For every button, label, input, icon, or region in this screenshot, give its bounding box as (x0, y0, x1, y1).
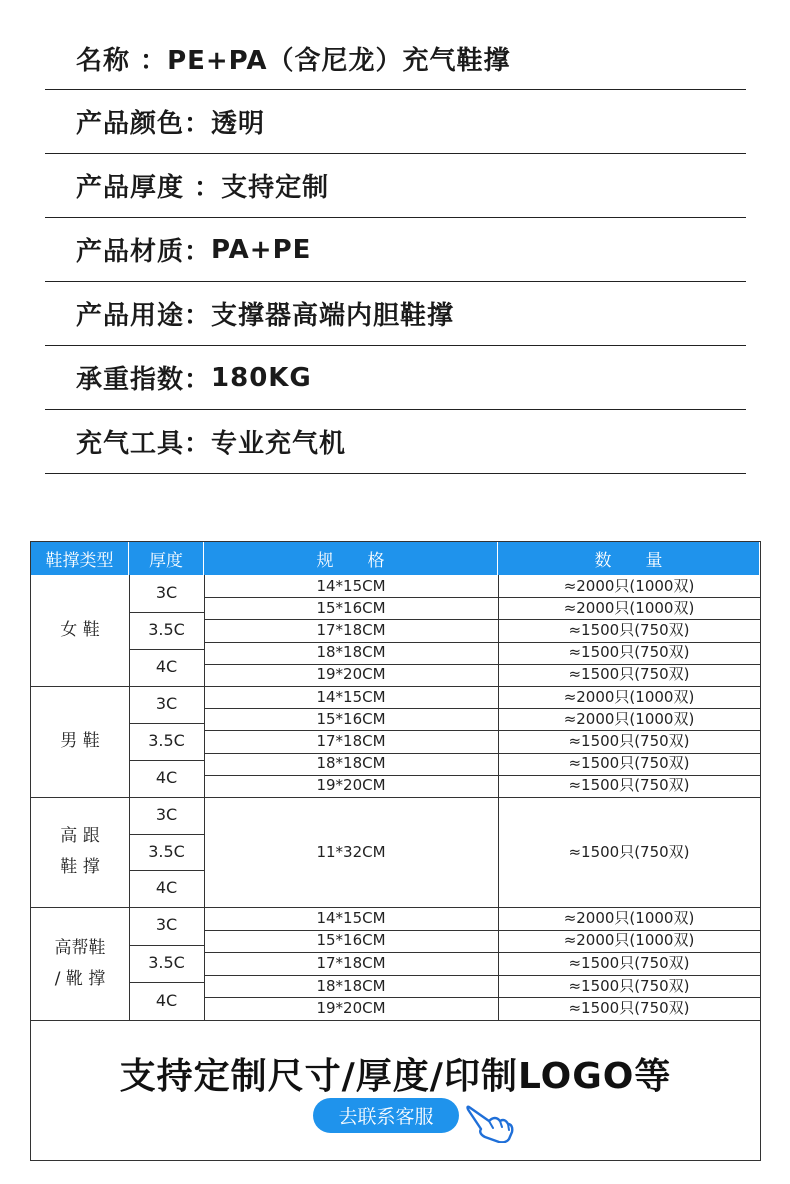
row-divider (204, 642, 760, 643)
quantity-cell: ≈1500只(750双) (568, 754, 690, 773)
quantity-cell: ≈1500只(750双) (568, 999, 690, 1018)
table-header-cell: 数 量 (498, 542, 760, 575)
size-cell: 19*20CM (316, 776, 386, 795)
quantity-cell: ≈2000只(1000双) (563, 931, 695, 950)
quantity-cell: ≈2000只(1000双) (563, 908, 695, 927)
size-cell: 18*18CM (316, 643, 386, 662)
size-cell: 17*18CM (316, 953, 386, 972)
spec-row (45, 218, 746, 282)
size-cell: 14*15CM (316, 908, 386, 927)
row-divider (204, 952, 760, 953)
table-header-cell: 规 格 (204, 542, 498, 575)
size-cell: 19*20CM (316, 665, 386, 684)
spec-value: 支持定制 (221, 173, 330, 203)
shoe-type-cell: 男 鞋 (60, 731, 100, 752)
quantity-cell: ≈2000只(1000双) (563, 576, 695, 595)
row-divider (204, 753, 760, 754)
thickness-cell: 3.5C (148, 620, 185, 640)
spec-value: PE+PA（含尼龙）充气鞋撑 (167, 46, 511, 76)
thickness-cell: 4C (155, 878, 178, 898)
size-cell: 18*18CM (316, 976, 386, 995)
size-cell: 18*18CM (316, 754, 386, 773)
thickness-cell: 3C (155, 694, 178, 714)
size-cell: 14*15CM (316, 687, 386, 706)
group-divider (31, 1020, 760, 1021)
row-divider (204, 664, 760, 665)
row-divider (129, 870, 204, 871)
row-divider (204, 997, 760, 998)
spec-value: 透明 (211, 109, 266, 139)
quantity-cell: ≈1500只(750双) (568, 665, 690, 684)
spec-list (45, 28, 746, 474)
quantity-cell: ≈1500只(750双) (568, 731, 690, 750)
thickness-cell: 3.5C (148, 841, 185, 861)
spec-label: 承重指数： (76, 365, 212, 395)
hand-pointer-icon (463, 1099, 515, 1143)
column-divider (498, 575, 499, 1020)
thickness-cell: 3C (155, 804, 178, 824)
spec-label: 充气工具： (76, 429, 212, 459)
row-divider (204, 619, 760, 620)
quantity-cell: ≈2000只(1000双) (563, 598, 695, 617)
spec-value: PA+PE (211, 234, 312, 265)
size-cell: 19*20CM (316, 999, 386, 1018)
shoe-type-cell: 高 跟 鞋 撑 (60, 826, 100, 877)
row-divider (129, 982, 204, 983)
thickness-cell: 3.5C (148, 953, 185, 973)
row-divider (204, 775, 760, 776)
spec-value: 180KG (211, 362, 312, 393)
thickness-cell: 3.5C (148, 731, 185, 751)
size-cell: 17*18CM (316, 731, 386, 750)
spec-label: 名称 ： (76, 46, 168, 76)
row-divider (129, 649, 204, 650)
size-cell: 15*16CM (316, 931, 386, 950)
row-divider (129, 723, 204, 724)
spec-row (45, 28, 746, 90)
quantity-cell: ≈1500只(750双) (568, 953, 690, 972)
row-divider (129, 612, 204, 613)
row-divider (204, 730, 760, 731)
spec-row (45, 410, 746, 474)
table-header-cell: 鞋撑类型 (31, 542, 129, 575)
quantity-cell: ≈1500只(750双) (568, 842, 690, 861)
cta-title: 支持定制尺寸/厚度/印制LOGO等 (119, 1056, 672, 1097)
spec-row (45, 346, 746, 410)
quantity-cell: ≈1500只(750双) (568, 620, 690, 639)
quantity-cell: ≈1500只(750双) (568, 976, 690, 995)
quantity-cell: ≈1500只(750双) (568, 643, 690, 662)
spec-table-box (30, 541, 761, 1161)
spec-label: 产品颜色： (76, 109, 212, 139)
size-cell: 15*16CM (316, 709, 386, 728)
shoe-type-cell: 女 鞋 (60, 620, 100, 641)
row-divider (204, 708, 760, 709)
thickness-cell: 3C (155, 915, 178, 935)
thickness-cell: 4C (155, 657, 178, 677)
row-divider (129, 945, 204, 946)
size-cell: 14*15CM (316, 576, 386, 595)
spec-table (31, 542, 760, 1020)
thickness-cell: 4C (155, 990, 178, 1010)
quantity-cell: ≈1500只(750双) (568, 776, 690, 795)
spec-label: 产品用途： (76, 301, 212, 331)
thickness-cell: 4C (155, 768, 178, 788)
spec-label: 产品厚度 ： (76, 173, 222, 203)
spec-row (45, 282, 746, 346)
contact-service-button[interactable]: 去联系客服 (313, 1098, 459, 1133)
table-header-cell: 厚度 (129, 542, 204, 575)
quantity-cell: ≈2000只(1000双) (563, 687, 695, 706)
size-cell: 11*32CM (316, 842, 386, 861)
size-cell: 15*16CM (316, 598, 386, 617)
spec-value: 专业充气机 (211, 429, 347, 459)
thickness-cell: 3C (155, 583, 178, 603)
column-divider (129, 575, 130, 1020)
row-divider (129, 760, 204, 761)
row-divider (129, 834, 204, 835)
row-divider (204, 597, 760, 598)
spec-value: 支撑器高端内胆鞋撑 (211, 301, 455, 331)
size-cell: 17*18CM (316, 620, 386, 639)
column-divider (204, 575, 205, 1020)
spec-label: 产品材质： (76, 237, 212, 267)
quantity-cell: ≈2000只(1000双) (563, 709, 695, 728)
row-divider (204, 975, 760, 976)
shoe-type-cell: 高帮鞋 / 靴 撑 (54, 937, 106, 989)
spec-row (45, 90, 746, 154)
row-divider (204, 930, 760, 931)
spec-row (45, 154, 746, 218)
